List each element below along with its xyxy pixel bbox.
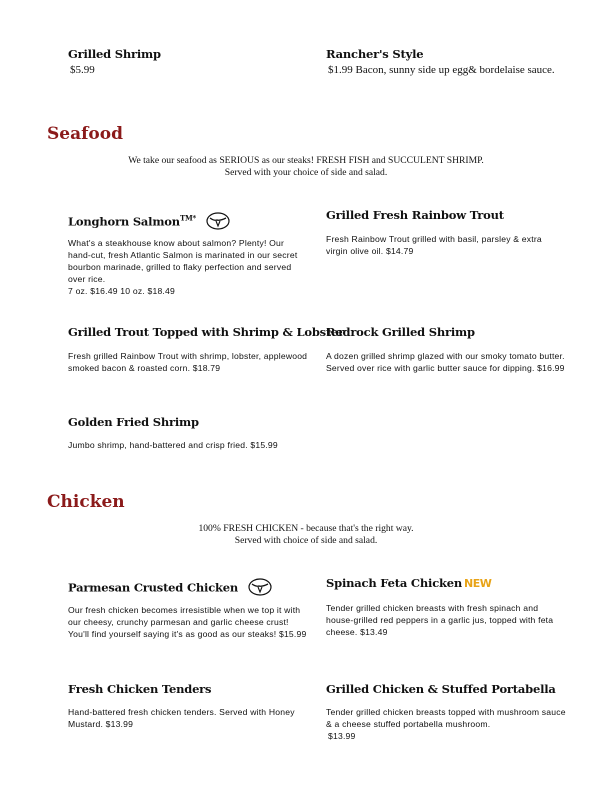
item-name-spinach-feta-chicken	[326, 576, 491, 590]
section-intro-seafood-line1: We take our seafood as SERIOUS as our steaks! FRESH FISH and SUCCULENT SHRIMP.	[128, 155, 484, 166]
new-badge: NEW	[464, 577, 492, 590]
section-intro-chicken-line2: Served with choice of side and salad.	[234, 535, 378, 546]
item-desc-longhorn-salmon: What's a steakhouse know about salmon? Plenty! Our hand-cut, fresh Atlantic Salmon is marinated in our secret bourbon marinade, grilled to flaky perfection and served over rice.	[68, 238, 298, 284]
item-name-redrock-shrimp: Redrock Grilled Shrimp	[326, 325, 475, 339]
item-desc-spinach-feta-chicken: Tender grilled chicken breasts with fresh spinach and house-grilled red peppers in a garlic jus, topped with feta cheese. $13.49	[326, 603, 554, 637]
item-name-golden-fried-shrimp: Golden Fried Shrimp	[68, 415, 199, 429]
item-desc-ranchers-style: $1.99 Bacon, sunny side up egg& bordelaise sauce.	[328, 64, 555, 76]
section-title-chicken: Chicken	[47, 492, 125, 512]
section-intro-chicken-line1: 100% FRESH CHICKEN - because that's the right way.	[198, 523, 414, 534]
section-intro-seafood-line2: Served with your choice of side and salad.	[224, 167, 388, 178]
item-name-ranchers-style: Rancher's Style	[326, 47, 424, 61]
longhorn-icon	[206, 212, 230, 233]
item-name-text: Parmesan Crusted Chicken	[68, 580, 239, 595]
trademark-mark: TM*	[179, 213, 196, 223]
section-title-seafood: Seafood	[47, 124, 123, 144]
item-desc-chicken-tenders: Hand-battered fresh chicken tenders. Served with Honey Mustard. $13.99	[68, 707, 295, 729]
item-desc-parmesan-chicken: Our fresh chicken becomes irresistible when we top it with our cheesy, crunchy parmesan and garlic cheese crust! You'll find yourself saying it's as good as our steaks! $15.99	[68, 605, 307, 639]
item-desc-trout-shrimp-lobster: Fresh grilled Rainbow Trout with shrimp, lobster, applewood smoked bacon & roasted corn. $18.79	[68, 351, 308, 373]
item-desc-grilled-chicken-portabella: Tender grilled chicken breasts topped with mushroom sauce & a cheese stuffed portabella mushroom.	[326, 707, 566, 729]
longhorn-icon	[248, 578, 272, 599]
item-name-chicken-tenders: Fresh Chicken Tenders	[68, 682, 212, 696]
item-price-longhorn-salmon: 7 oz. $16.49 10 oz. $18.49	[68, 286, 175, 296]
item-price-grilled-chicken-portabella: $13.99	[328, 731, 356, 741]
item-name-grilled-shrimp: Grilled Shrimp	[68, 47, 161, 61]
item-name-rainbow-trout: Grilled Fresh Rainbow Trout	[326, 208, 504, 222]
item-name-trout-shrimp-lobster: Grilled Trout Topped with Shrimp & Lobster	[68, 325, 345, 339]
item-desc-redrock-shrimp: A dozen grilled shrimp glazed with our smoky tomato butter. Served over rice with garlic butter sauce for dipping. $16.99	[326, 351, 565, 373]
item-desc-golden-fried-shrimp: Jumbo shrimp, hand-battered and crisp fried. $15.99	[68, 440, 278, 450]
item-name-longhorn-salmon	[68, 212, 230, 233]
item-price-grilled-shrimp: $5.99	[70, 64, 95, 76]
item-desc-rainbow-trout: Fresh Rainbow Trout grilled with basil, parsley & extra virgin olive oil. $14.79	[326, 234, 542, 256]
item-name-parmesan-chicken	[68, 578, 272, 599]
item-name-grilled-chicken-portabella: Grilled Chicken & Stuffed Portabella	[326, 682, 556, 696]
item-name-text: Longhorn Salmon	[68, 214, 180, 229]
item-name-text: Spinach Feta Chicken	[326, 576, 463, 590]
